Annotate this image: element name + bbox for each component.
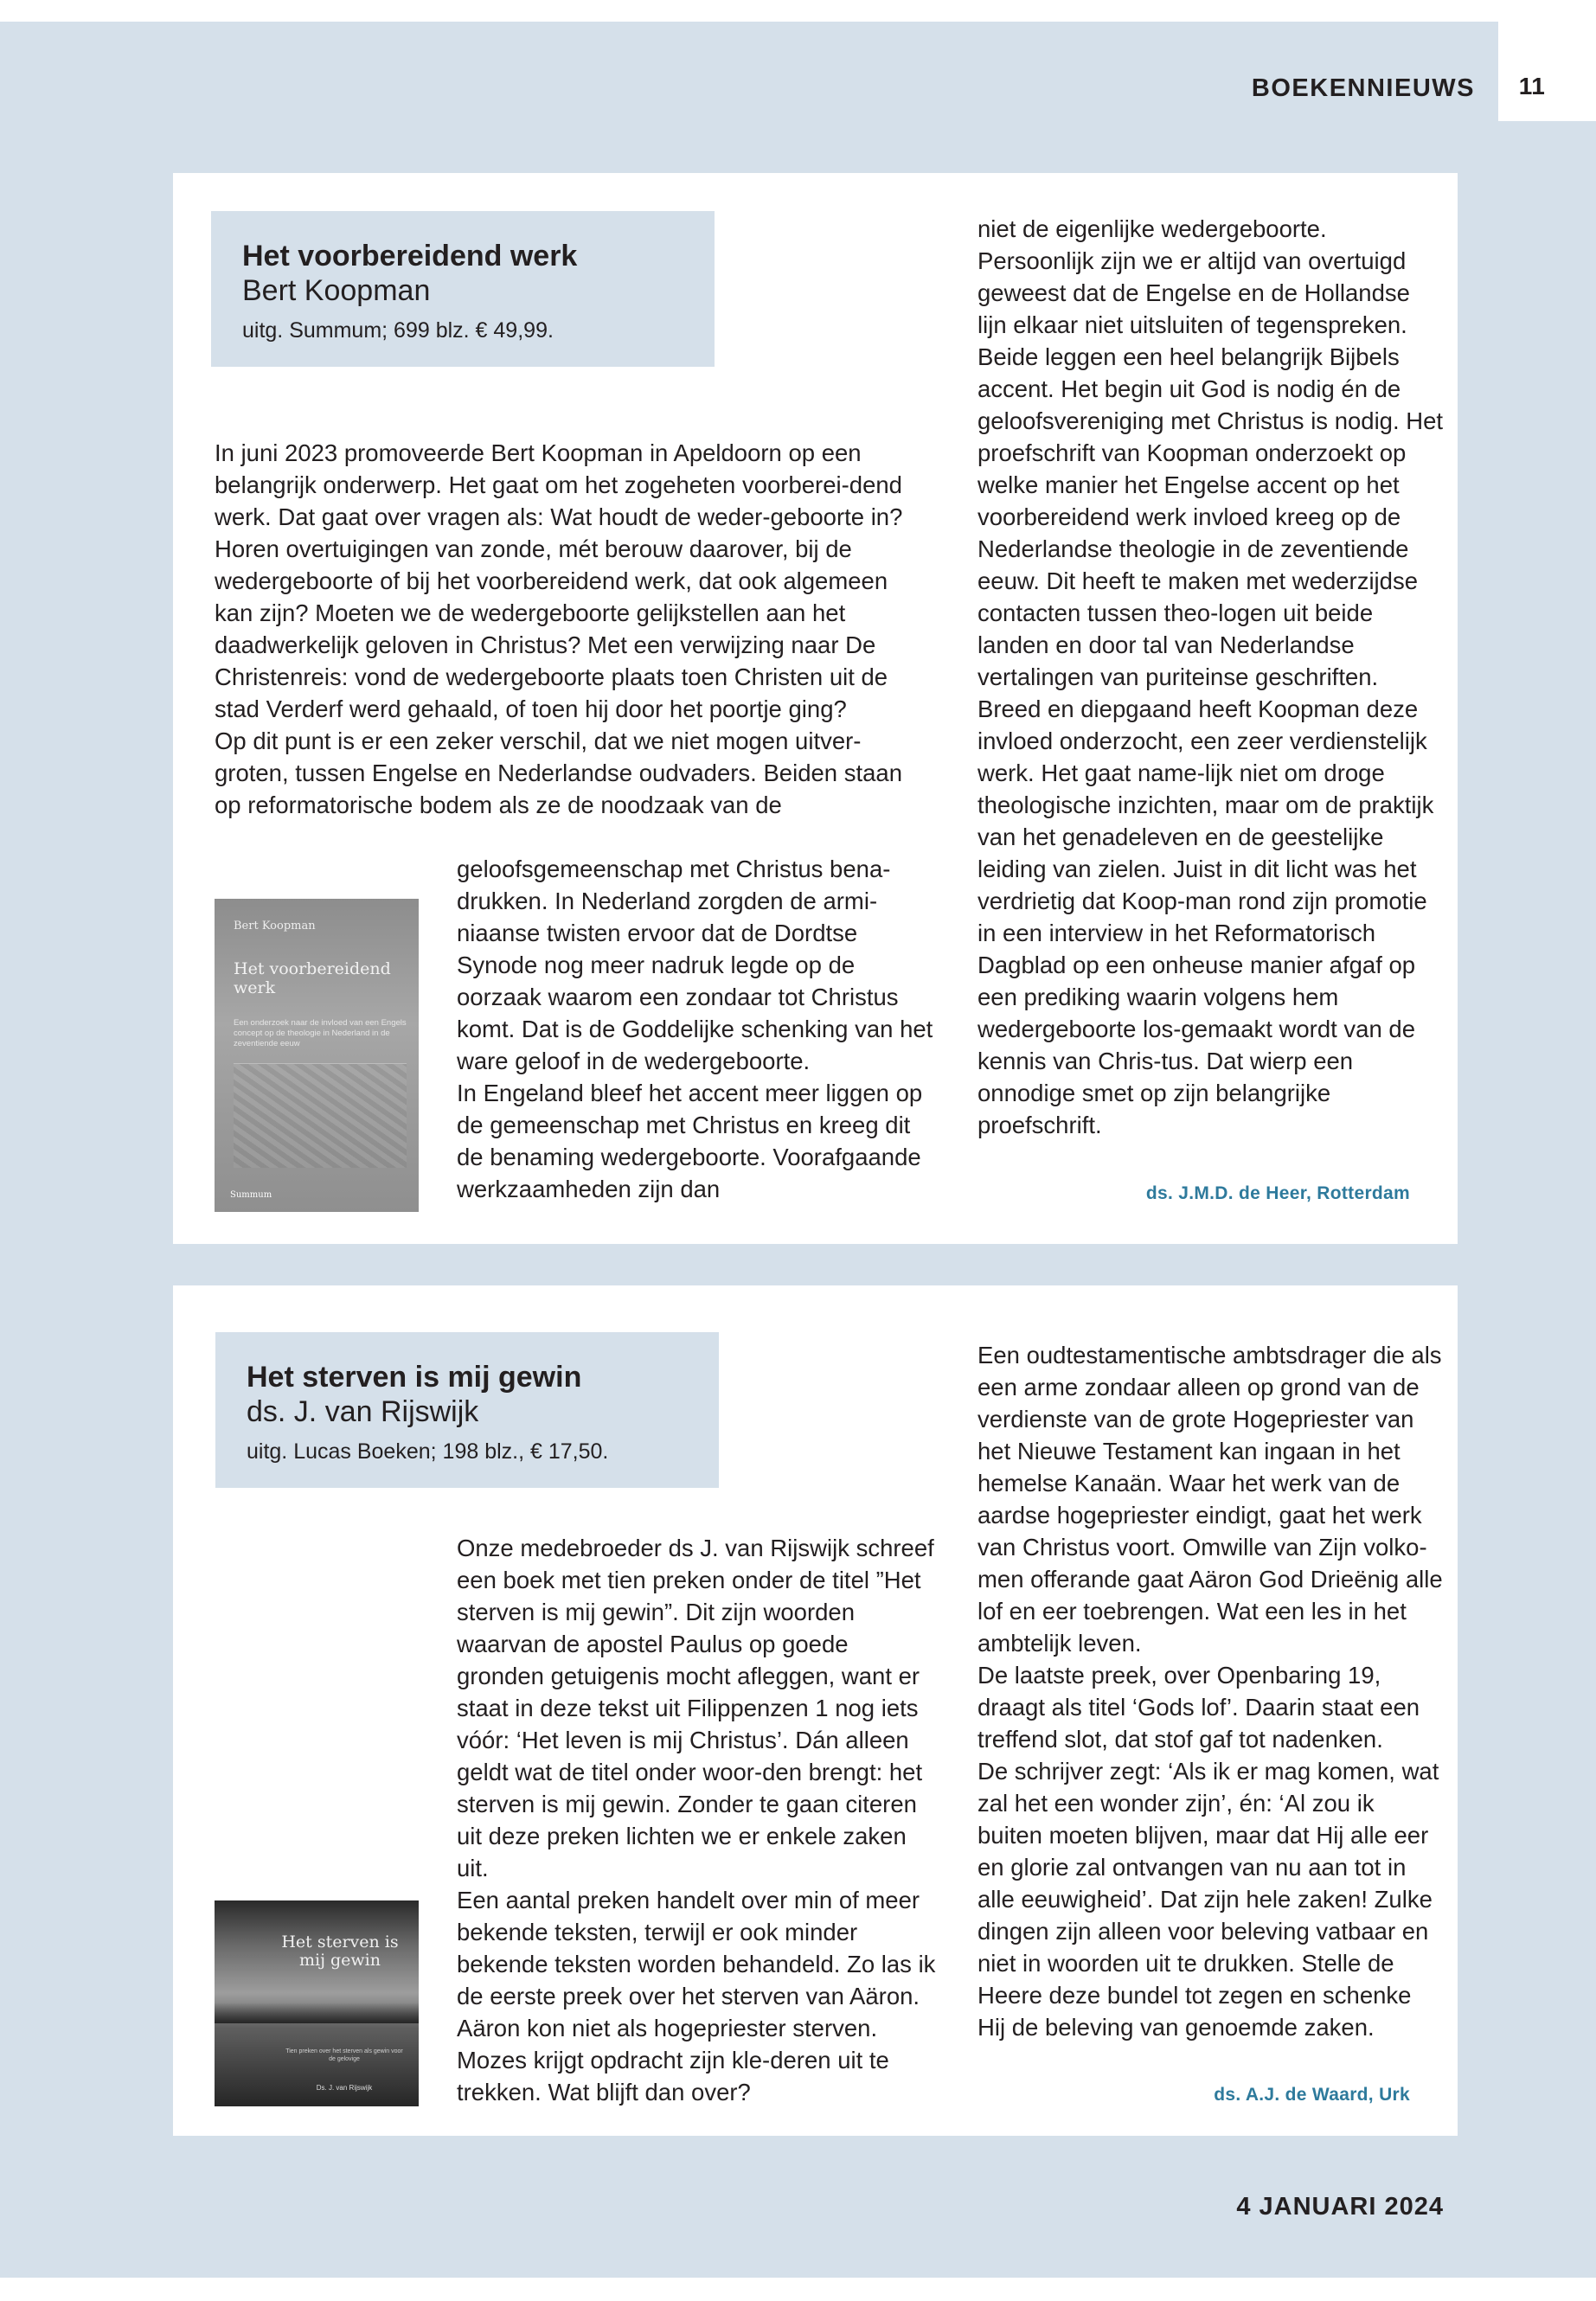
book-author: Bert Koopman (242, 274, 431, 307)
reviewer-signature: ds. J.M.D. de Heer, Rotterdam (1145, 1183, 1410, 1203)
cover-subtitle: Een onderzoek naar de invloed van een Engels concept op de theologie in Nederland in de zeventiende eeuw (234, 1018, 407, 1048)
review-text-column-1: Onze medebroeder ds J. van Rijswijk schreef een boek met tien preken onder de titel ”Het sterven is mij gewin”. Dit zijn woorden waarvan de apostel Paulus op goede gronden getuigenis mocht afleggen, want er staat in deze tekst uit Filippenzen 1 nog iets vóór: ‘Het leven is mij Christus’. Dán alleen geldt wat de titel onder woor-den brengt: het sterven is mij gewin. Zonder te gaan citeren uit deze preken lichten we er enkele zaken uit. Een aantal preken handelt over min of meer bekende teksten, terwijl er ook minder bekende teksten worden behandeld. Zo las ik de eerste preek over het sterven van Aäron. Aäron kon niet als hogepriester sterven. Mozes krijgt opdracht zijn kle-deren uit te trekken. Wat blijft dan over? (457, 1535, 936, 2106)
book-publisher-info: uitg. Summum; 699 blz. € 49,99. (242, 318, 554, 343)
cover-subtitle: Tien preken over het sterven als gewin voor de gelovige (285, 2048, 403, 2062)
cover-map-illustration (234, 1063, 407, 1168)
book-publisher-info: uitg. Lucas Boeken; 198 blz., € 17,50. (247, 1439, 609, 1464)
cover-title: Het sterven is mij gewin (281, 1932, 399, 1970)
cover-title: Het voorbereidend werk (234, 959, 391, 997)
book-title: Het sterven is mij gewin (247, 1361, 582, 1394)
review-text-column-2: Een oudtestamentische ambtsdrager die als een arme zondaar alleen op grond van de verdienste van de grote Hogepriester van het Nieuwe Testament kan ingaan in het hemelse Kanaän. Waar het werk van de aardse hogepriester eindigt, gaat het werk van Christus voort. Omwille van Zijn volko-men offerande gaat Aäron God Drieënig alle lof en eer toebrengen. Wat een les in het ambtelijk leven. De laatste preek, over Openbaring 19, draagt als titel ‘Gods lof’. Daarin staat een treffend slot, dat stof gaf tot nadenken. De schrijver zegt: ‘Als ik er mag komen, wat zal het een wonder zijn’, én: ‘Al zou ik buiten moeten blijven, maar dat Hij alle eer en glorie zal ontvangen van nu aan tot in alle eeuwigheid’. Dat zijn hele zaken! Zulke dingen zijn alleen voor beleving vatbaar en niet in woorden uit te drukken. Stelle de Heere deze bundel tot zegen en schenke Hij de beleving van genoemde zaken. (977, 1342, 1443, 2041)
page-number: 11 (1518, 73, 1546, 99)
cover-author: Ds. J. van Rijswijk (316, 2084, 373, 2092)
issue-date: 4 JANUARI 2024 (1236, 2193, 1444, 2221)
review-text-column-2: niet de eigenlijke wedergeboorte. Persoonlijk zijn we er altijd van overtuigd geweest dat de Engelse en de Hollandse lijn elkaar niet uitsluiten of tegenspreken. Beide leggen een heel belangrijk Bijbels accent. Het begin uit God is nodig én de geloofsvereniging met Christus is nodig. Het proefschrift van Koopman onderzoekt op welke manier het Engelse accent op het voorbereidend werk invloed kreeg op de Nederlandse theologie in de zeventiende eeuw. Dit heeft te maken met wederzijdse contacten tussen theo-logen uit beide landen en door tal van Nederlandse vertalingen van puriteinse geschriften. Breed en diepgaand heeft Koopman deze invloed onderzocht, een zeer verdienstelijk werk. Het gaat name-lijk niet om droge theologische inzichten, maar om de praktijk van het genadeleven en de geestelijke leiding van zielen. Juist in dit licht was het verdrietig dat Koop-man rond zijn promotie in een interview in het Reformatorisch Dagblad op een onheuse manier afgaf op een prediking waarin volgens hem wedergeboorte los-gemaakt wordt van de kennis van Chris-tus. Dat wierp een onnodige smet op zijn belangrijke proefschrift. (977, 215, 1444, 1138)
review-text-column-1: In juni 2023 promoveerde Bert Koopman in Apeldoorn op een belangrijk onderwerp. Het gaat om het zogeheten voorberei-dend werk. Dat gaat over vragen als: Wat houdt de weder-geboorte in? Horen overtuigingen van zonde, mét berouw daarover, bij de wedergeboorte of bij het voorbereidend werk, dat ook algemeen kan zijn? Moeten we de wedergeboorte gelijkstellen aan het daadwerkelijk geloven in Christus? Met een verwijzing naar De Christenreis: vond de wedergeboorte plaats toen Christen uit de stad Verderf werd gehaald, of toen hij door het poortje ging? Op dit punt is er een zeker verschil, dat we niet mogen uitver-groten, tussen Engelse en Nederlandse oudvaders. Beiden staan op reformatorische bodem als ze de noodzaak van de (215, 439, 903, 818)
section-title: BOEKENNIEUWS (1251, 74, 1475, 102)
cover-skyline (215, 2003, 419, 2023)
cover-author: Bert Koopman (234, 920, 316, 933)
reviewer-signature: ds. A.J. de Waard, Urk (1214, 2085, 1410, 2105)
review-text-column-1-side: geloofsgemeenschap met Christus bena-drukken. In Nederland zorgden de armi-niaanse twisten ervoor dat de Dordtse Synode nog meer nadruk legde op de oorzaak waarom een zondaar tot Christus komt. Dat is de Goddelijke schenking van het ware geloof in de wedergeboorte. In Engeland bleef het accent meer liggen op de gemeenschap met Christus en kreeg dit de benaming wedergeboorte. Voorafgaande werkzaamheden zijn dan (457, 856, 933, 1202)
review-card-2 (173, 1285, 1458, 2136)
book-author: ds. J. van Rijswijk (247, 1395, 479, 1428)
book-info-box (211, 211, 715, 367)
book-title: Het voorbereidend werk (242, 240, 578, 272)
book-info-box (215, 1332, 719, 1488)
page-number-tab (1498, 0, 1596, 121)
cover-publisher: Summum (230, 1190, 272, 1200)
book-cover-image (215, 1900, 419, 2106)
book-cover-image (215, 899, 419, 1212)
review-card-1 (173, 173, 1458, 1244)
